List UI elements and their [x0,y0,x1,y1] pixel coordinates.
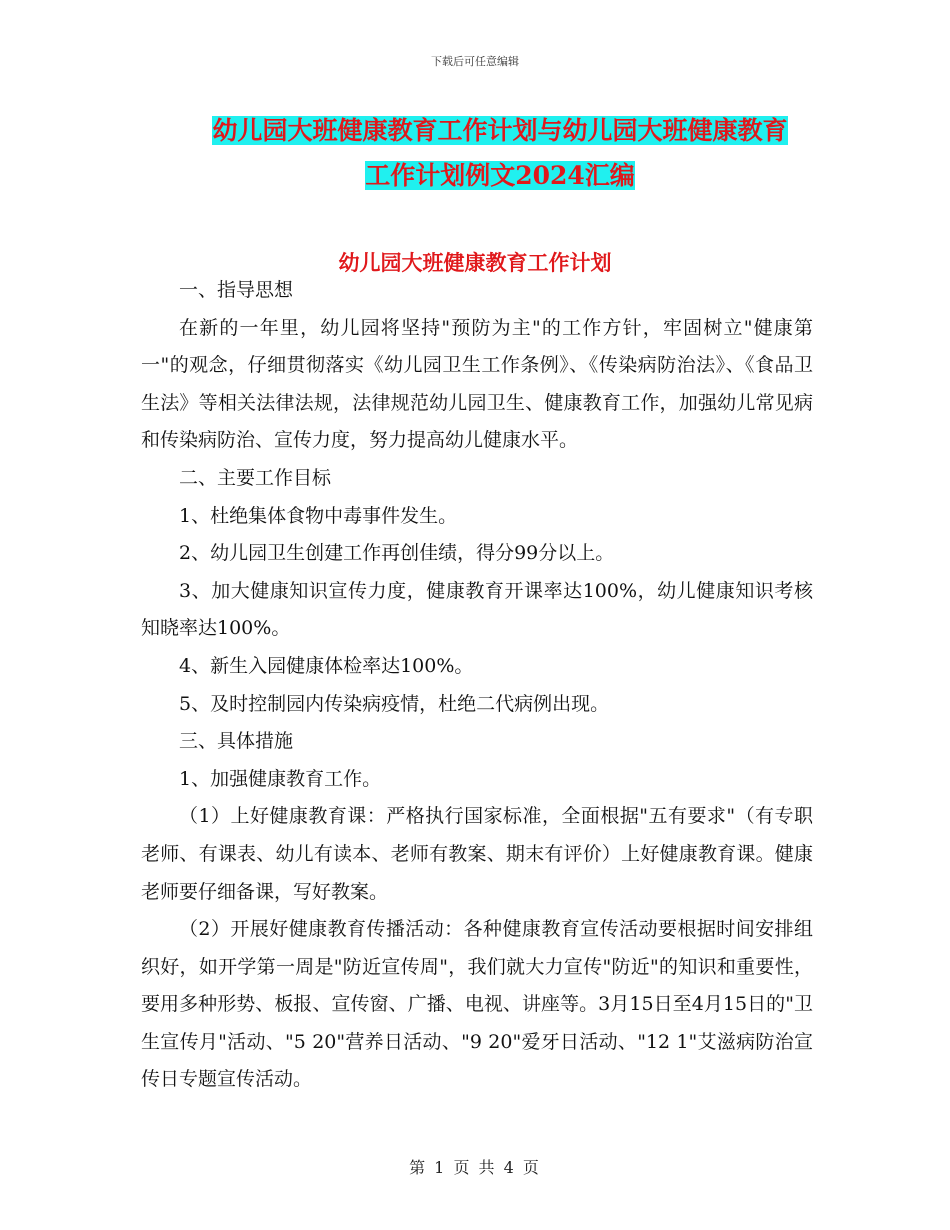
goal-item-5: 5、及时控制园内传染病疫情，杜绝二代病例出现。 [179,692,610,715]
goal-item-4: 4、新生入园健康体检率达100%。 [179,654,474,677]
goal-item-3: 3、加大健康知识宣传力度，健康教育开课率达100%，幼儿健康知识考核知晓率达100%。 [141,579,813,640]
document-title [190,108,810,198]
heading-guiding-thought: 一、指导思想 [179,279,294,301]
header-note: 下载后可任意编辑 [431,55,519,68]
measure-subitem-1: （1）上好健康教育课：严格执行国家标准，全面根据"五有要求"（有专职老师、有课表、幼儿有读本、老师有教案、期末有评价）上好健康教育课。健康老师要仔细备课，写好教案。 [141,805,813,903]
section-title: 幼儿园大班健康教育工作计划 [338,250,612,275]
heading-measures: 三、具体措施 [179,730,294,753]
goal-item-1: 1、杜绝集体食物中毒事件发生。 [179,504,458,527]
goal-item-2: 2、幼儿园卫生创建工作再创佳绩，得分99分以上。 [179,542,615,565]
document-title-line-1: 幼儿园大班健康教育工作计划与幼儿园大班健康教育 [212,116,788,145]
heading-main-goals: 二、主要工作目标 [179,466,332,489]
measure-subitem-2: （2）开展好健康教育传播活动：各种健康教育宣传活动要根据时间安排组织好，如开学第一周是"防近宣传周"，我们就大力宣传"防近"的知识和重要性，要用多种形势、板报、宣传窗、广播、电视、讲座等。3月15日至4月15日的"卫生宣传月"活动、"5 20"营养日活动、"9 20"爱牙日活动、"12 1"艾滋病防治宣传日专题宣传活动。 [141,918,813,1091]
measure-item-1: 1、加强健康教育工作。 [179,767,382,790]
document-title-line-2: 工作计划例文2024汇编 [365,161,635,190]
page-number-footer: 第 1 页 共 4 页 [409,1158,541,1177]
paragraph-guiding-thought: 在新的一年里，幼儿园将坚持"预防为主"的工作方针，牢固树立"健康第一"的观念，仔细贯彻落实《幼儿园卫生工作条例》、《传染病防治法》、《食品卫生法》等相关法律法规，法律规范幼儿园卫生、健康教育工作，加强幼儿常见病和传染病防治、宣传力度，努力提高幼儿健康水平。 [141,316,813,452]
document-body [141,272,813,1099]
